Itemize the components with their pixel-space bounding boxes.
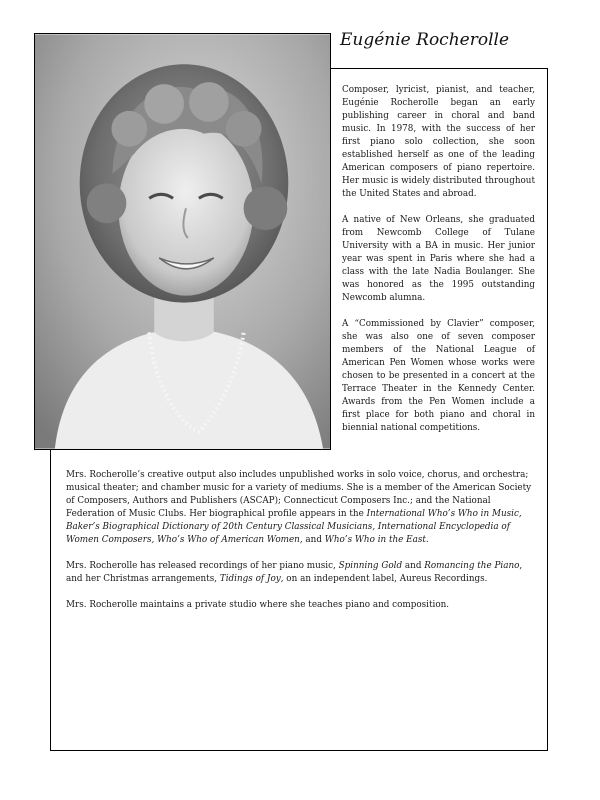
rec-text-d: , on an independent label, Aureus Recordings. [280, 574, 488, 584]
bio-paragraph-awards: A “Commissioned by Clavier” composer, she was also one of seven composer members of the National League of American Pen Women whose works were chosen to be presented in a concert at the Terrace Theater in the Kennedy Center. Awards from the Pen Women include a first place for both piano and choral in biennial national competitions. [342, 319, 535, 433]
rec-text-b: and [402, 561, 425, 571]
rec-title-2: Romancing the Piano [424, 561, 520, 571]
rec-text-a: Mrs. Rocherolle has released recordings of her piano music, [66, 561, 339, 571]
bio-paragraph-recordings [66, 560, 536, 586]
portrait-photo [34, 33, 331, 450]
bio-paragraph-education: A native of New Orleans, she graduated from Newcomb College of Tulane University with a BA in music. Her junior year was spent in Paris where she had a class with the late Nadia Boulanger. She was honored as the 1995 outstanding Newcomb alumna. [342, 215, 535, 303]
bio-column [342, 84, 535, 448]
output-text-a: Mrs. Rocherolle’s creative output also includes unpublished works in solo voice, chorus, and orchestra; musical theater; and chamber music for a variety of mediums. She is a member of the American Society of Composers, Authors and Publishers (ASCAP); Connecticut Composers Inc.; and the National Federation of Music Clubs. Her biographical profile appears in the [66, 470, 532, 519]
rec-text-c: , and her Christmas arrangements, [66, 561, 523, 584]
output-text-b: and [302, 535, 325, 545]
rec-title-1: Spinning Gold [338, 561, 403, 571]
bio-full-width [66, 469, 536, 625]
rec-title-3: Tidings of Joy [219, 574, 281, 584]
page-title: Eugénie Rocherolle [340, 30, 510, 50]
output-titles-a: International Who’s Who in Music, Baker’s Biographical Dictionary of 20th Century Classical Musicians, International Encyclopedia of Women Composers, Who’s Who of American Women, [66, 509, 522, 545]
output-titles-b: Who’s Who in the East [324, 535, 426, 545]
portrait-image [35, 34, 330, 449]
output-text-c: . [425, 535, 429, 545]
bio-paragraph-output [66, 469, 536, 547]
bio-paragraph-studio: Mrs. Rocherolle maintains a private studio where she teaches piano and composition. [66, 600, 450, 610]
bio-paragraph-career: Composer, lyricist, pianist, and teacher, Eugénie Rocherolle began an early publishing career in choral and band music. In 1978, with the success of her first piano solo collection, she soon established herself as one of the leading American composers of piano repertoire. Her music is widely distributed throughout the United States and abroad. [342, 85, 535, 199]
